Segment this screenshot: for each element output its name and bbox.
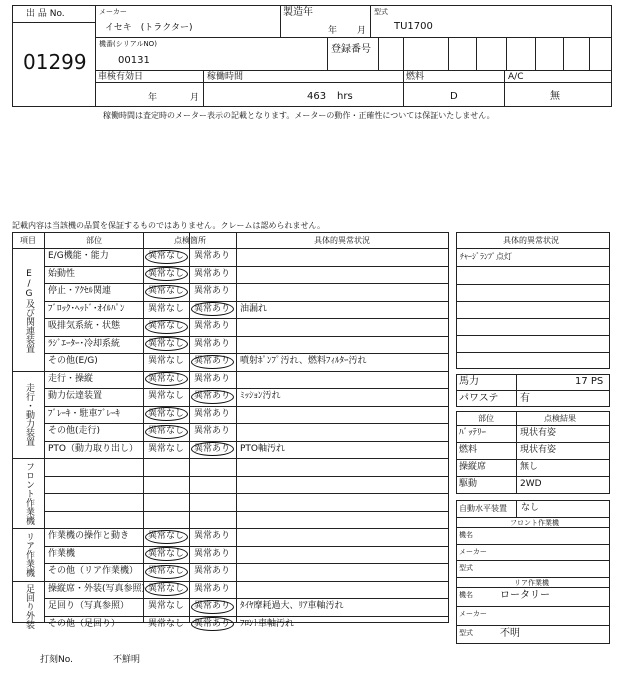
row-issue: ﾌﾛﾝﾄ車軸汚れ [240,618,295,629]
result-value: 現状有姿 [520,445,557,455]
auto-level-value: なし [521,503,540,513]
normal-option: 異常なし [148,583,185,594]
field-value: ロータリー [500,590,550,601]
abnormal-option: 異常あり [194,338,231,349]
row-divider [44,563,449,564]
row-issue: ﾀｲﾔ摩耗過大、ﾘｱ車軸汚れ [240,601,344,611]
group-label: フロント作業機 [24,461,34,525]
fuel-label: 燃料 [406,72,425,82]
result-divider [456,476,610,477]
field-divider [456,560,610,561]
group-label: E/G及び関連装置 [24,268,34,353]
normal-option: 異常なし [148,268,185,279]
serial-label: 機番(シリアルNO) [99,40,157,48]
field-value: 不明 [500,628,520,639]
abnormal-option: 異常あり [194,443,231,454]
selected-oval [145,582,188,596]
ac-label: A/C [508,72,524,82]
result-value: 無し [520,462,539,472]
powersteering-label: パワステ [459,393,499,404]
normal-option: 異常なし [148,548,185,559]
row-part: 吸排気系統・状態 [48,321,121,331]
abnormal-option: 異常あり [194,408,231,419]
row-issue: 油漏れ [240,303,268,314]
quality-note: 記載内容は当該機の品質を保証するものではありません。クレームは認められません。 [12,221,325,230]
col-check-header: 点検箇所 [174,236,206,245]
row-divider [44,336,449,337]
row-part: PTO（動力取り出し） [48,443,139,454]
row-part: その他(走行) [48,426,101,436]
result-divider [456,442,610,443]
normal-option: 異常なし [148,303,185,314]
stamp-value: 不鮮明 [113,655,141,665]
group-divider [12,528,449,529]
row-part: 足回り（写真参照） [48,601,130,611]
field-label: メーカー [459,547,487,556]
selected-oval [145,285,188,299]
rear-header: リア作業機 [514,579,549,587]
selected-oval [191,390,234,404]
row-part: その他（リア作業機） [48,566,139,576]
selected-oval [145,250,188,264]
selected-oval [145,547,188,561]
field-divider [456,544,610,545]
row-part: ﾌﾞﾛｯｸ･ﾍｯﾄﾞ･ｵｲﾙﾊﾟﾝ [48,303,125,314]
group-divider [12,371,449,372]
row-part: その他（足回り） [48,618,121,629]
row-divider [44,423,449,424]
selected-oval [145,337,188,351]
normal-option: 異常なし [148,286,185,296]
result-value: 2WD [520,479,542,489]
selected-oval [145,565,188,579]
selected-oval [191,355,234,369]
row-issue: 噴射ﾎﾟﾝﾌﾟ汚れ、燃料ﾌｨﾙﾀｰ汚れ [240,356,367,366]
row-part: ﾌﾞﾚｰｷ・駐車ﾌﾞﾚｰｷ [48,408,121,419]
row-issue: PTO軸汚れ [240,443,286,454]
normal-option: 異常なし [148,601,185,611]
normal-option: 異常なし [148,443,185,454]
group-label: リア作業機 [24,531,34,577]
group-divider [12,581,449,582]
horsepower-label: 馬力 [459,376,479,387]
row-part: E/G機能・能力 [48,251,109,261]
abnormal-option: 異常あり [194,251,231,261]
selected-oval [191,302,234,316]
lot-label: 出 品 No. [26,9,65,19]
model-value: TU1700 [394,21,433,32]
abnormal-option: 異常あり [194,548,231,559]
normal-option: 異常なし [148,251,185,261]
result-part: ﾊﾞｯﾃﾘｰ [459,428,487,438]
row-part: 操縦席・外装(写真参照) [48,583,146,594]
row-part: 作業機 [48,548,76,559]
row-issue: ﾐｯｼｮﾝ汚れ [240,391,281,401]
normal-option: 異常なし [148,426,185,436]
result-value-header: 点検結果 [544,414,576,423]
auto-level-label: 自動水平装置 [459,504,507,513]
abnormal-option: 異常あり [194,583,231,594]
abnormal-option: 異常あり [194,531,231,541]
field-label: 機名 [459,531,473,539]
group-label: 足回り外装 [24,584,34,630]
result-part-header: 部位 [478,414,494,423]
row-divider [44,476,449,477]
row-divider [44,441,449,442]
maker-value: イセキ (トラクター) [105,23,193,33]
row-divider [44,388,449,389]
selected-oval [145,320,188,334]
row-part: その他(E/G) [48,356,98,366]
registration-label: 登録番号 [331,44,371,55]
abnormal-option: 異常あり [194,356,231,366]
selected-oval [145,407,188,421]
row-divider [44,406,449,407]
inspection-year: 年 [148,93,158,103]
row-divider [44,318,449,319]
abnormal-option: 異常あり [194,373,231,384]
normal-option: 異常なし [148,338,185,349]
hours-value: 463 [307,91,327,102]
right-issue-text: ﾁｬｰｼﾞﾗﾝﾌﾟ点灯 [460,252,512,261]
row-divider [44,598,449,599]
row-divider [44,283,449,284]
month-unit: 月 [357,26,367,36]
row-divider [44,493,449,494]
selected-oval [145,425,188,439]
serial-value: 00131 [118,55,150,66]
field-divider [456,606,610,607]
normal-option: 異常なし [148,408,185,419]
ac-value: 無 [550,91,560,102]
field-label: 機名 [459,591,473,599]
abnormal-option: 異常あり [194,426,231,436]
selected-oval [145,372,188,386]
inspection-month: 月 [190,93,200,103]
lot-number: 01299 [23,50,87,74]
normal-option: 異常なし [148,618,185,629]
normal-option: 異常なし [148,321,185,331]
abnormal-option: 異常あり [194,618,231,629]
row-divider [44,266,449,267]
maker-label: メーカー [99,8,127,16]
result-part: 駆動 [459,479,478,489]
selected-oval [191,442,234,456]
normal-option: 異常なし [148,391,185,401]
normal-option: 異常なし [148,531,185,541]
row-divider [44,616,449,617]
abnormal-option: 異常あり [194,601,231,611]
hours-note: 稼働時間は査定時のメーター表示の記載となります。メーターの動作・正確性については保証いたしません。 [103,111,495,120]
normal-option: 異常なし [148,356,185,366]
selected-oval [145,530,188,544]
powersteering-value: 有 [520,393,530,404]
row-part: 停止・ｱｸｾﾙ関連 [48,286,112,296]
col-issue-header: 具体的異常状況 [314,236,370,245]
col-item-header: 項目 [20,236,36,245]
abnormal-option: 異常あり [194,566,231,576]
row-part: 動力伝達装置 [48,391,103,401]
abnormal-option: 異常あり [194,268,231,279]
row-divider [44,353,449,354]
year-label: 製造年 [283,7,313,18]
inspection-label: 車検有効日 [98,72,144,82]
hours-unit: hrs [337,91,353,102]
normal-option: 異常なし [148,566,185,576]
row-part: 走行・操縦 [48,373,94,384]
field-label: 型式 [459,629,473,637]
year-unit: 年 [328,26,338,36]
model-label: 型式 [374,8,388,16]
result-part: 燃料 [459,445,478,455]
field-label: メーカー [459,610,487,618]
abnormal-option: 異常あり [194,286,231,296]
normal-option: 異常なし [148,373,185,384]
selected-oval [191,617,234,631]
row-part: 作業機の操作と動き [48,531,130,541]
field-divider [456,625,610,626]
abnormal-option: 異常あり [194,391,231,401]
fuel-value: D [450,91,458,102]
abnormal-option: 異常あり [194,321,231,331]
row-divider [44,301,449,302]
stamp-label: 打刻No. [40,655,73,665]
field-label: 型式 [459,564,473,573]
col-part-header: 部位 [86,236,102,245]
group-label: 走行・動力装置 [24,382,34,446]
row-divider [44,511,449,512]
selected-oval [145,267,188,281]
abnormal-option: 異常あり [194,303,231,314]
row-part: 始動性 [48,268,76,279]
front-header: フロント作業機 [510,519,559,527]
selected-oval [191,600,234,614]
row-part: ﾗｼﾞｴｰﾀｰ･冷却系統 [48,338,121,349]
right-issue-header: 具体的異常状況 [503,236,559,245]
hours-label: 稼働時間 [207,72,244,82]
group-divider [12,458,449,459]
result-divider [456,459,610,460]
horsepower-value: 17 PS [575,376,604,387]
result-part: 操縦席 [459,462,487,472]
result-value: 現状有姿 [520,428,557,438]
row-divider [44,546,449,547]
